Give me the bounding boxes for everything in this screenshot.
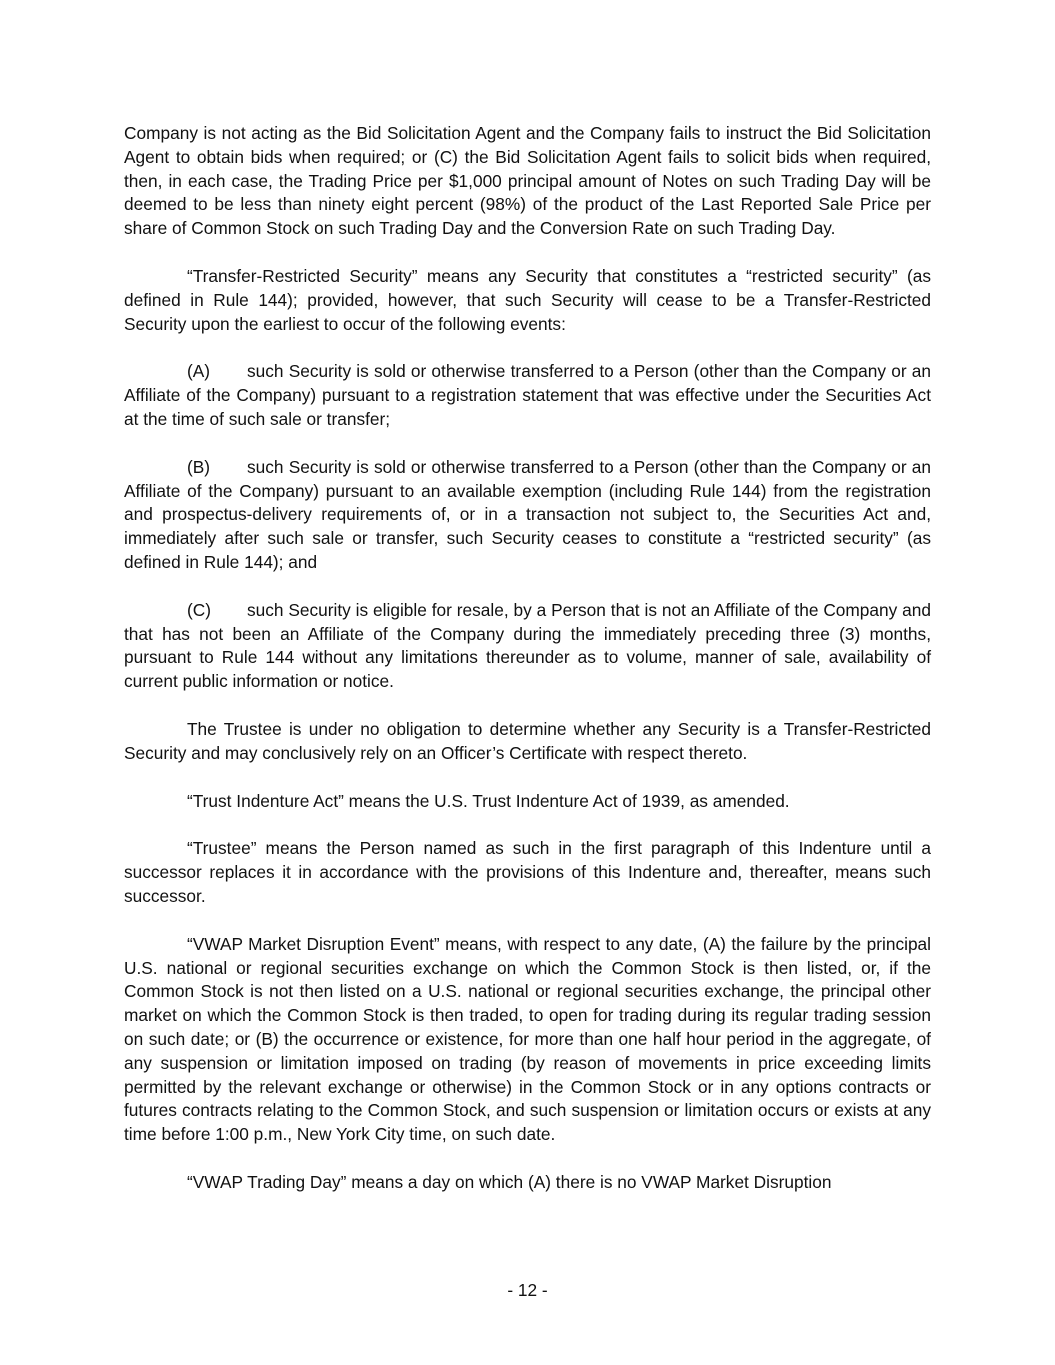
clause-label: (C) xyxy=(187,599,211,620)
clause-label: (A) xyxy=(187,361,211,382)
paragraph-clause-c xyxy=(124,599,931,694)
paragraph-trading-price-continuation: Company is not acting as the Bid Solicitation Agent and the Company fails to instruct the Bid Solicitation Agent to obtain bids when required; or (C) the Bid Solicitation Agent fails to solicit bids when required, then, in each case, the Trading Price per $1,000 principal amount of Notes on such Trading Day will be deemed to be less than ninety eight percent (98%) of the product of the Last Reported Sale Price per share of Common Stock on such Trading Day and the Conversion Rate on such Trading Day. xyxy=(124,123,931,239)
paragraph-trustee-obligation: The Trustee is under no obligation to determine whether any Security is a Transfer-Restricted Security and may conclusively rely on an Officer’s Certificate with respect thereto. xyxy=(124,718,931,763)
paragraph-vwap-market-disruption-event-definition: “VWAP Market Disruption Event” means, with respect to any date, (A) the failure by the principal U.S. national or regional securities exchange on which the Common Stock is then listed, or, if the Common Stock is not then listed on a U.S. national or regional securities exchange, the principal other market on which the Common Stock is then traded, to open for trading during its regular trading session on such date; or (B) the occurrence or existence, for more than one half hour period in the aggregate, of any suspension or limitation imposed on trading (by reason of movements in price exceeding limits permitted by the relevant exchange or otherwise) in the Common Stock or in any options contracts or futures contracts relating to the Common Stock, and such suspension or limitation occurs or exists at any time before 1:00 p.m., New York City time, on such date. xyxy=(124,933,931,1145)
clause-text: such Security is sold or otherwise transferred to a Person (other than the Company or an Affiliate of the Company) pursuant to a registration statement that was effective under the Securities Act at the time of such sale or transfer; xyxy=(124,361,931,429)
document-page xyxy=(124,122,931,1219)
paragraph-trust-indenture-act-definition: “Trust Indenture Act” means the U.S. Trust Indenture Act of 1939, as amended. xyxy=(187,790,790,811)
clause-label: (B) xyxy=(187,456,211,477)
paragraph-vwap-trading-day-definition: “VWAP Trading Day” means a day on which (A) there is no VWAP Market Disruption xyxy=(187,1171,832,1192)
clause-text: such Security is eligible for resale, by a Person that is not an Affiliate of the Company and that has not been an Affiliate of the Company during the immediately preceding three (3) months, pursuant to Rule 144 without any limitations thereunder as to volume, manner of sale, availability of current public information or notice. xyxy=(124,599,931,692)
paragraph-trustee-definition: “Trustee” means the Person named as such in the first paragraph of this Indenture until a successor replaces it in accordance with the provisions of this Indenture and, thereafter, means such successor. xyxy=(124,838,931,906)
clause-text: such Security is sold or otherwise transferred to a Person (other than the Company or an Affiliate of the Company) pursuant to an available exemption (including Rule 144) from the registration and prospectus-delivery requirements of, or in a transaction not subject to, the Securities Act and, immediately after such sale or transfer, such Security ceases to constitute a “restricted security” (as defined in Rule 144); and xyxy=(124,456,931,572)
paragraph-clause-a xyxy=(124,360,931,431)
page-number: - 12 - xyxy=(507,1280,548,1300)
paragraph-clause-b xyxy=(124,456,931,575)
paragraph-transfer-restricted-security-definition: “Transfer-Restricted Security” means any Security that constitutes a “restricted security” (as defined in Rule 144); provided, however, that such Security will cease to be a Transfer-Restricted Security upon the earliest to occur of the following events: xyxy=(124,265,931,334)
